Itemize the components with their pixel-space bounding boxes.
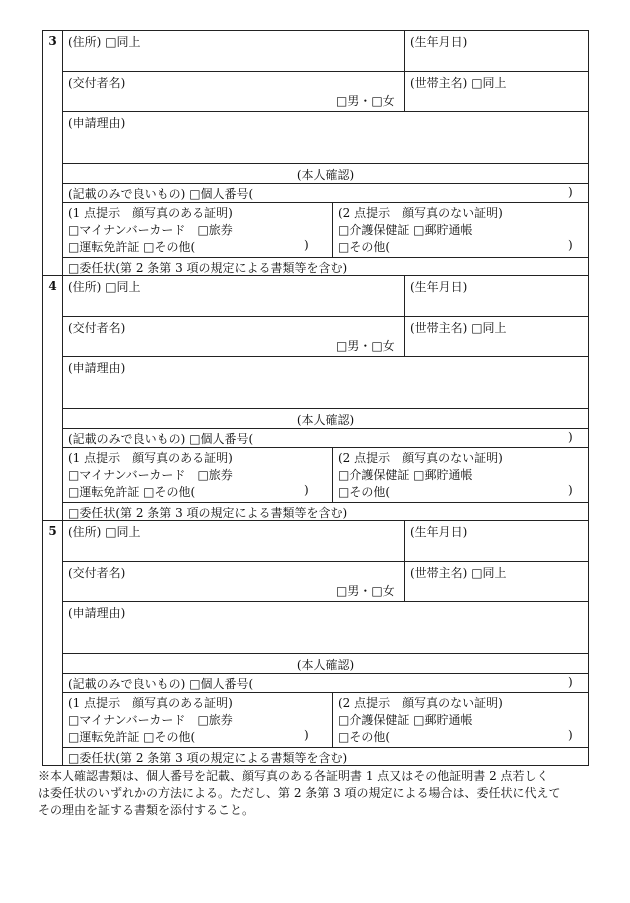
address-label: (住所) □同上 <box>68 35 141 49</box>
address-label: (住所) □同上 <box>68 280 141 294</box>
bankbook-checkbox[interactable]: □郵貯通帳 <box>413 713 473 727</box>
close-paren: ) <box>568 185 573 199</box>
my-number-row: (記載のみで良いもの) □個人番号( <box>68 187 254 201</box>
close-paren: ) <box>568 675 573 689</box>
license-row <box>68 728 195 745</box>
footnote-line-2: は委任状のいずれかの方法による。ただし、第 2 条第 3 項の規定による場合は、委任状に代えて <box>38 786 561 800</box>
household-head-label: (世帯主名) □同上 <box>410 566 507 580</box>
footnote-line-1: ※本人確認書類は、個人番号を記載、顔写真のある各証明書 1 点又はその他証明書 2 点若しく <box>38 769 549 783</box>
reason-label: (申請理由) <box>68 116 126 130</box>
close-paren: ) <box>304 728 309 742</box>
household-head-label: (世帯主名) □同上 <box>410 76 507 90</box>
entry-number: 4 <box>48 279 57 293</box>
entry-number-column <box>42 520 63 766</box>
mynumber-card-checkbox[interactable]: □マイナンバーカード <box>68 468 186 482</box>
my-number-checkbox[interactable]: □個人番号( <box>189 677 254 691</box>
entry-number: 3 <box>48 34 57 48</box>
sex-checkboxes[interactable]: □男・□女 <box>336 339 395 353</box>
reason-label: (申請理由) <box>68 606 126 620</box>
other-nonphoto-checkbox[interactable]: □その他( <box>338 240 391 254</box>
sex-checkboxes[interactable]: □男・□女 <box>336 94 395 108</box>
close-paren: ) <box>568 483 573 497</box>
bankbook-checkbox[interactable]: □郵貯通帳 <box>413 468 473 482</box>
entry-fields <box>62 275 589 520</box>
sex-checkboxes[interactable]: □男・□女 <box>336 584 395 598</box>
non-photo-id-row <box>338 711 473 728</box>
other-photo-checkbox[interactable]: □その他( <box>143 485 196 499</box>
household-head-label: (世帯主名) □同上 <box>410 321 507 335</box>
my-number-checkbox[interactable]: □個人番号( <box>189 187 254 201</box>
entry-fields <box>62 520 589 765</box>
my-number-row: (記載のみで良いもの) □個人番号( <box>68 432 254 446</box>
passport-checkbox[interactable]: □旅券 <box>197 713 233 727</box>
entry-fields <box>62 30 589 275</box>
other-photo-checkbox[interactable]: □その他( <box>143 730 196 744</box>
identity-check-heading: (本人確認) <box>296 168 355 182</box>
my-number-checkbox[interactable]: □個人番号( <box>189 432 254 446</box>
address-label: (住所) □同上 <box>68 525 141 539</box>
two-items-heading: (2 点提示 顔写真のない証明) <box>338 696 503 710</box>
license-checkbox[interactable]: □運転免許証 <box>68 240 140 254</box>
proxy-checkbox[interactable]: □委任状(第 2 条第 3 項の規定による書類等を含む) <box>68 506 348 520</box>
household-same-checkbox[interactable]: □同上 <box>471 566 507 580</box>
household-same-checkbox[interactable]: □同上 <box>471 321 507 335</box>
license-checkbox[interactable]: □運転免許証 <box>68 485 140 499</box>
birthdate-label: (生年月日) <box>410 280 468 294</box>
reason-label: (申請理由) <box>68 361 126 375</box>
entry-number-column <box>42 30 63 276</box>
address-same-checkbox[interactable]: □同上 <box>105 525 141 539</box>
non-photo-id-row <box>338 466 473 483</box>
identity-check-heading: (本人確認) <box>296 658 355 672</box>
mynumber-card-checkbox[interactable]: □マイナンバーカード <box>68 223 186 237</box>
other-photo-checkbox[interactable]: □その他( <box>143 240 196 254</box>
household-same-checkbox[interactable]: □同上 <box>471 76 507 90</box>
other-nonphoto-checkbox[interactable]: □その他( <box>338 730 391 744</box>
entry-number: 5 <box>48 524 57 538</box>
recipient-label: (交付者名) <box>68 566 126 580</box>
two-items-heading: (2 点提示 顔写真のない証明) <box>338 451 503 465</box>
address-same-checkbox[interactable]: □同上 <box>105 35 141 49</box>
non-photo-id-row <box>338 221 473 238</box>
birthdate-label: (生年月日) <box>410 525 468 539</box>
birthdate-label: (生年月日) <box>410 35 468 49</box>
close-paren: ) <box>568 238 573 252</box>
close-paren: ) <box>568 728 573 742</box>
mynumber-card-checkbox[interactable]: □マイナンバーカード <box>68 713 186 727</box>
one-item-heading: (1 点提示 顔写真のある証明) <box>68 451 233 465</box>
one-item-heading: (1 点提示 顔写真のある証明) <box>68 696 233 710</box>
close-paren: ) <box>568 430 573 444</box>
care-insurance-checkbox[interactable]: □介護保健証 <box>338 713 410 727</box>
recipient-label: (交付者名) <box>68 76 126 90</box>
photo-id-row <box>68 466 233 483</box>
passport-checkbox[interactable]: □旅券 <box>197 468 233 482</box>
proxy-checkbox[interactable]: □委任状(第 2 条第 3 項の規定による書類等を含む) <box>68 261 348 275</box>
proxy-checkbox[interactable]: □委任状(第 2 条第 3 項の規定による書類等を含む) <box>68 751 348 765</box>
one-item-heading: (1 点提示 顔写真のある証明) <box>68 206 233 220</box>
close-paren: ) <box>304 238 309 252</box>
footnote <box>38 768 598 819</box>
address-same-checkbox[interactable]: □同上 <box>105 280 141 294</box>
identity-check-heading: (本人確認) <box>296 413 355 427</box>
recipient-label: (交付者名) <box>68 321 126 335</box>
other-nonphoto-checkbox[interactable]: □その他( <box>338 485 391 499</box>
my-number-row: (記載のみで良いもの) □個人番号( <box>68 677 254 691</box>
bankbook-checkbox[interactable]: □郵貯通帳 <box>413 223 473 237</box>
table-bottom-border <box>42 765 589 766</box>
passport-checkbox[interactable]: □旅券 <box>197 223 233 237</box>
entry-number-column <box>42 275 63 521</box>
care-insurance-checkbox[interactable]: □介護保健証 <box>338 468 410 482</box>
care-insurance-checkbox[interactable]: □介護保健証 <box>338 223 410 237</box>
license-checkbox[interactable]: □運転免許証 <box>68 730 140 744</box>
license-row <box>68 238 195 255</box>
footnote-line-3: その理由を証する書類を添付すること。 <box>38 803 255 817</box>
photo-id-row <box>68 221 233 238</box>
two-items-heading: (2 点提示 顔写真のない証明) <box>338 206 503 220</box>
close-paren: ) <box>304 483 309 497</box>
license-row <box>68 483 195 500</box>
photo-id-row <box>68 711 233 728</box>
